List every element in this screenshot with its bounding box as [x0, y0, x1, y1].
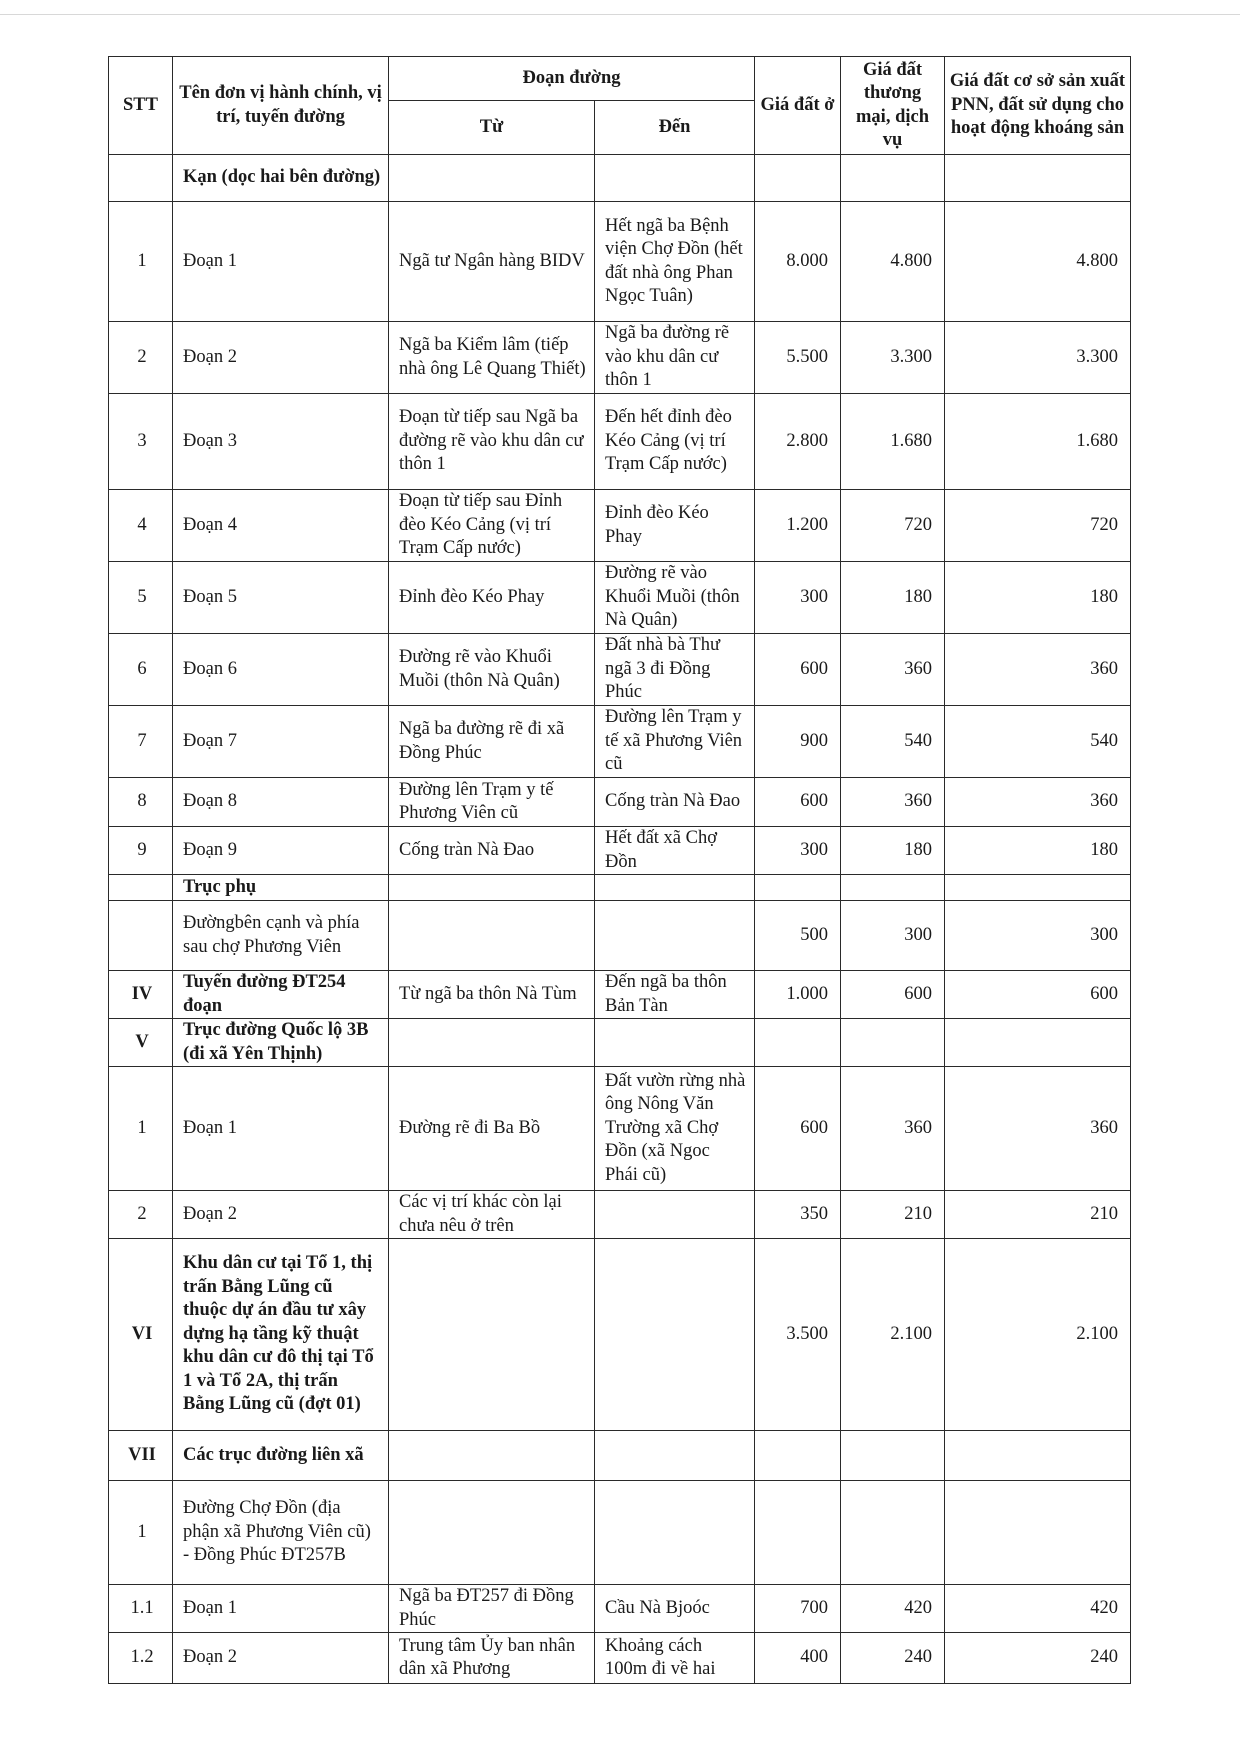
row-name: Đoạn 6 — [173, 634, 389, 706]
table-row — [109, 394, 1131, 490]
row-from: Từ ngã ba thôn Nà Tùm — [389, 971, 595, 1019]
row-from — [389, 875, 595, 901]
row-to: Cống tràn Nà Đao — [595, 778, 755, 827]
row-to: Đỉnh đèo Kéo Phay — [595, 490, 755, 562]
row-from — [389, 901, 595, 971]
table-body — [109, 155, 1131, 1684]
row-name: Đoạn 7 — [173, 706, 389, 778]
row-name: Đoạn 5 — [173, 562, 389, 634]
row-stt: V — [109, 1019, 173, 1067]
row-residential-price: 600 — [755, 1067, 841, 1191]
header-residential-price: Giá đất ở — [755, 57, 841, 155]
row-stt: VI — [109, 1239, 173, 1431]
row-to: Đến ngã ba thôn Bản Tàn — [595, 971, 755, 1019]
row-name: Đoạn 4 — [173, 490, 389, 562]
row-commercial-price: 210 — [841, 1191, 945, 1239]
row-commercial-price: 360 — [841, 1067, 945, 1191]
row-commercial-price — [841, 1481, 945, 1585]
row-name: Kạn (dọc hai bên đường) — [173, 155, 389, 202]
row-to — [595, 155, 755, 202]
row-stt: 2 — [109, 1191, 173, 1239]
row-production-price: 2.100 — [945, 1239, 1131, 1431]
row-production-price: 360 — [945, 778, 1131, 827]
row-stt: VII — [109, 1431, 173, 1481]
table-row — [109, 155, 1131, 202]
row-to — [595, 1239, 755, 1431]
row-residential-price: 5.500 — [755, 322, 841, 394]
row-name: Đườngbên cạnh và phía sau chợ Phương Viên — [173, 901, 389, 971]
row-residential-price: 1.000 — [755, 971, 841, 1019]
row-residential-price: 700 — [755, 1585, 841, 1633]
row-commercial-price: 720 — [841, 490, 945, 562]
row-to: Hết ngã ba Bệnh viện Chợ Đồn (hết đất nhà ông Phan Ngọc Tuân) — [595, 202, 755, 322]
row-from — [389, 1239, 595, 1431]
land-price-table — [108, 56, 1131, 1684]
row-from: Đường rẽ đi Ba Bồ — [389, 1067, 595, 1191]
row-from — [389, 155, 595, 202]
row-to: Đất vườn rừng nhà ông Nông Văn Trường xã Chợ Đồn (xã Ngoc Phái cũ) — [595, 1067, 755, 1191]
row-commercial-price: 360 — [841, 778, 945, 827]
row-to: Đường lên Trạm y tế xã Phương Viên cũ — [595, 706, 755, 778]
row-to: Đường rẽ vào Khuổi Muồi (thôn Nà Quân) — [595, 562, 755, 634]
row-commercial-price: 300 — [841, 901, 945, 971]
row-from: Các vị trí khác còn lại chưa nêu ở trên — [389, 1191, 595, 1239]
table-row — [109, 1239, 1131, 1431]
row-name: Trục phụ — [173, 875, 389, 901]
row-stt — [109, 875, 173, 901]
row-from: Đoạn từ tiếp sau Đỉnh đèo Kéo Cảng (vị trí Trạm Cấp nước) — [389, 490, 595, 562]
header-stt: STT — [109, 57, 173, 155]
row-stt: IV — [109, 971, 173, 1019]
row-to: Đất nhà bà Thư ngã 3 đi Đồng Phúc — [595, 634, 755, 706]
row-name: Đoạn 1 — [173, 1067, 389, 1191]
row-name: Đoạn 2 — [173, 322, 389, 394]
row-from: Ngã ba Kiểm lâm (tiếp nhà ông Lê Quang Thiết) — [389, 322, 595, 394]
row-residential-price: 500 — [755, 901, 841, 971]
row-to — [595, 901, 755, 971]
row-stt: 2 — [109, 322, 173, 394]
row-production-price: 600 — [945, 971, 1131, 1019]
row-commercial-price: 360 — [841, 634, 945, 706]
row-residential-price: 400 — [755, 1633, 841, 1684]
row-residential-price — [755, 1019, 841, 1067]
row-from: Đỉnh đèo Kéo Phay — [389, 562, 595, 634]
row-name: Đoạn 3 — [173, 394, 389, 490]
table-row — [109, 1585, 1131, 1633]
row-stt: 6 — [109, 634, 173, 706]
row-name: Đoạn 2 — [173, 1191, 389, 1239]
row-commercial-price: 4.800 — [841, 202, 945, 322]
row-name: Khu dân cư tại Tổ 1, thị trấn Bằng Lũng cũ thuộc dự án đầu tư xây dựng hạ tầng kỹ thuật khu dân cư đô thị tại Tổ 1 và Tổ 2A, thị trấn Bằng Lũng cũ (đợt 01) — [173, 1239, 389, 1431]
row-commercial-price — [841, 1431, 945, 1481]
row-residential-price — [755, 875, 841, 901]
row-from: Cống tràn Nà Đao — [389, 827, 595, 875]
row-production-price: 720 — [945, 490, 1131, 562]
row-production-price: 240 — [945, 1633, 1131, 1684]
row-name: Tuyến đường ĐT254 đoạn — [173, 971, 389, 1019]
row-production-price — [945, 1481, 1131, 1585]
row-to — [595, 1431, 755, 1481]
row-commercial-price: 240 — [841, 1633, 945, 1684]
table-row — [109, 971, 1131, 1019]
row-residential-price: 300 — [755, 827, 841, 875]
scan-top-edge — [0, 0, 1240, 15]
header-commercial-price: Giá đất thương mại, dịch vụ — [841, 57, 945, 155]
row-production-price — [945, 155, 1131, 202]
table-row — [109, 875, 1131, 901]
row-to: Hết đất xã Chợ Đồn — [595, 827, 755, 875]
row-commercial-price — [841, 875, 945, 901]
row-from — [389, 1481, 595, 1585]
row-name: Các trục đường liên xã — [173, 1431, 389, 1481]
row-stt: 7 — [109, 706, 173, 778]
table-row — [109, 322, 1131, 394]
row-from: Đường rẽ vào Khuổi Muồi (thôn Nà Quân) — [389, 634, 595, 706]
row-stt: 5 — [109, 562, 173, 634]
table-row — [109, 1481, 1131, 1585]
row-to: Cầu Nà Bjoóc — [595, 1585, 755, 1633]
row-commercial-price: 600 — [841, 971, 945, 1019]
row-from — [389, 1019, 595, 1067]
header-segment: Đoạn đường — [389, 57, 755, 101]
row-residential-price — [755, 1431, 841, 1481]
row-production-price: 300 — [945, 901, 1131, 971]
row-residential-price: 350 — [755, 1191, 841, 1239]
row-stt: 4 — [109, 490, 173, 562]
row-production-price: 3.300 — [945, 322, 1131, 394]
row-production-price: 180 — [945, 562, 1131, 634]
row-residential-price: 2.800 — [755, 394, 841, 490]
row-stt: 1 — [109, 202, 173, 322]
row-to: Ngã ba đường rẽ vào khu dân cư thôn 1 — [595, 322, 755, 394]
row-name: Đoạn 1 — [173, 1585, 389, 1633]
row-production-price: 1.680 — [945, 394, 1131, 490]
row-from: Ngã ba đường rẽ đi xã Đồng Phúc — [389, 706, 595, 778]
row-production-price: 360 — [945, 1067, 1131, 1191]
row-name: Trục đường Quốc lộ 3B (đi xã Yên Thịnh) — [173, 1019, 389, 1067]
row-stt: 1.1 — [109, 1585, 173, 1633]
row-stt: 3 — [109, 394, 173, 490]
row-stt: 8 — [109, 778, 173, 827]
row-name: Đoạn 1 — [173, 202, 389, 322]
row-stt: 1 — [109, 1481, 173, 1585]
row-residential-price: 1.200 — [755, 490, 841, 562]
header-name: Tên đơn vị hành chính, vị trí, tuyến đường — [173, 57, 389, 155]
row-production-price: 360 — [945, 634, 1131, 706]
table-row — [109, 827, 1131, 875]
row-name: Đoạn 2 — [173, 1633, 389, 1684]
row-commercial-price: 540 — [841, 706, 945, 778]
table-row — [109, 490, 1131, 562]
row-stt — [109, 155, 173, 202]
row-to — [595, 875, 755, 901]
row-to — [595, 1481, 755, 1585]
table-row — [109, 202, 1131, 322]
header-to: Đến — [595, 101, 755, 155]
row-to — [595, 1019, 755, 1067]
row-commercial-price: 3.300 — [841, 322, 945, 394]
row-stt: 9 — [109, 827, 173, 875]
row-production-price: 420 — [945, 1585, 1131, 1633]
row-commercial-price: 420 — [841, 1585, 945, 1633]
row-residential-price — [755, 1481, 841, 1585]
row-commercial-price: 1.680 — [841, 394, 945, 490]
row-production-price — [945, 1019, 1131, 1067]
table-row — [109, 901, 1131, 971]
row-production-price: 180 — [945, 827, 1131, 875]
table-row — [109, 634, 1131, 706]
table-row — [109, 778, 1131, 827]
row-residential-price: 600 — [755, 634, 841, 706]
row-commercial-price — [841, 1019, 945, 1067]
table-row — [109, 1431, 1131, 1481]
row-residential-price: 300 — [755, 562, 841, 634]
row-to — [595, 1191, 755, 1239]
row-from: Đoạn từ tiếp sau Ngã ba đường rẽ vào khu dân cư thôn 1 — [389, 394, 595, 490]
row-production-price: 210 — [945, 1191, 1131, 1239]
row-name: Đoạn 9 — [173, 827, 389, 875]
row-name: Đoạn 8 — [173, 778, 389, 827]
row-residential-price: 8.000 — [755, 202, 841, 322]
header-from: Từ — [389, 101, 595, 155]
header-row — [109, 57, 1131, 101]
row-to: Khoảng cách 100m đi về hai — [595, 1633, 755, 1684]
row-stt — [109, 901, 173, 971]
row-residential-price: 3.500 — [755, 1239, 841, 1431]
row-commercial-price: 180 — [841, 827, 945, 875]
row-production-price: 540 — [945, 706, 1131, 778]
row-from: Ngã tư Ngân hàng BIDV — [389, 202, 595, 322]
row-production-price — [945, 875, 1131, 901]
header-production-price: Giá đất cơ sở sản xuất PNN, đất sử dụng cho hoạt động khoáng sản — [945, 57, 1131, 155]
row-production-price — [945, 1431, 1131, 1481]
table-row — [109, 562, 1131, 634]
row-residential-price — [755, 155, 841, 202]
table-row — [109, 1191, 1131, 1239]
row-production-price: 4.800 — [945, 202, 1131, 322]
row-from: Trung tâm Ủy ban nhân dân xã Phương — [389, 1633, 595, 1684]
row-stt: 1 — [109, 1067, 173, 1191]
row-from: Ngã ba ĐT257 đi Đồng Phúc — [389, 1585, 595, 1633]
row-name: Đường Chợ Đồn (địa phận xã Phương Viên cũ) - Đồng Phúc ĐT257B — [173, 1481, 389, 1585]
row-commercial-price: 180 — [841, 562, 945, 634]
table-row — [109, 1633, 1131, 1684]
table-row — [109, 1067, 1131, 1191]
row-commercial-price — [841, 155, 945, 202]
row-commercial-price: 2.100 — [841, 1239, 945, 1431]
table-row — [109, 1019, 1131, 1067]
row-residential-price: 900 — [755, 706, 841, 778]
row-from — [389, 1431, 595, 1481]
row-from: Đường lên Trạm y tế Phương Viên cũ — [389, 778, 595, 827]
row-residential-price: 600 — [755, 778, 841, 827]
row-stt: 1.2 — [109, 1633, 173, 1684]
row-to: Đến hết đỉnh đèo Kéo Cảng (vị trí Trạm Cấp nước) — [595, 394, 755, 490]
table-row — [109, 706, 1131, 778]
